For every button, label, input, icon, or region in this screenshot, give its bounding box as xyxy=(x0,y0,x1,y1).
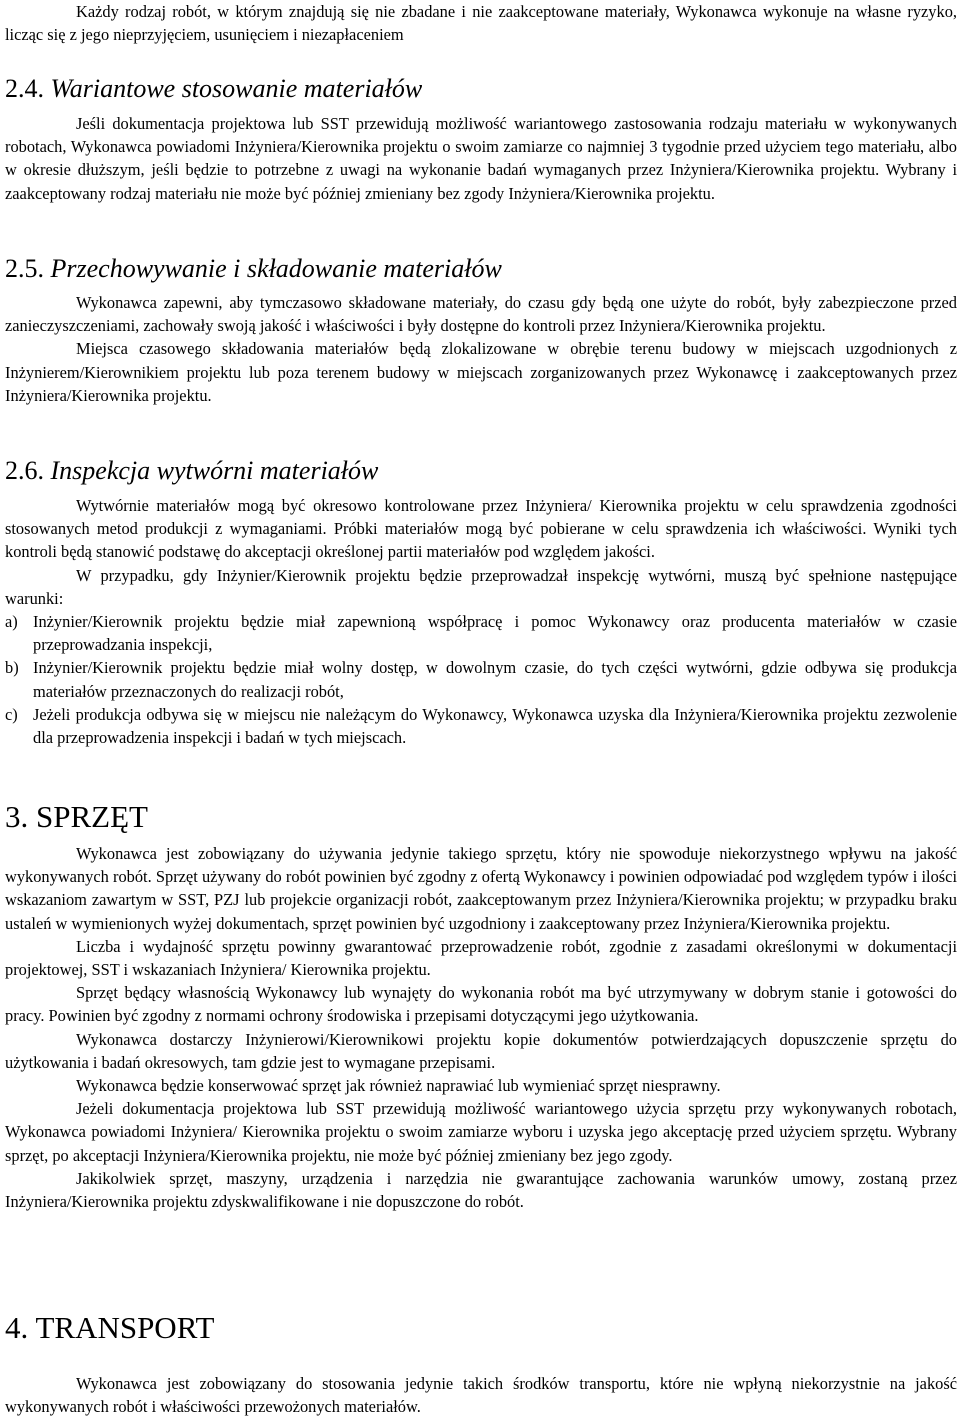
list-item xyxy=(5,703,957,749)
section-4-heading: 4. TRANSPORT xyxy=(5,1310,215,1345)
list-item-text: Jeżeli produkcja odbywa się w miejscu nie należącym do Wykonawcy, Wykonawca uzyska dla Inżyniera/Kierownika projektu zezwolenie dla przeprowadzenia inspekcji i badań w tych miejscach. xyxy=(33,704,957,748)
section-2-5-body xyxy=(5,291,957,407)
section-2-5-paragraph-2: Miejsca czasowego składowania materiałów będą zlokalizowane w obrębie terenu budowy w miejscach uzgodnionych z Inżynierem/Kierownikiem projektu lub poza terenem budowy w miejscach zorganizowanych przez Wykonawcę i zaakceptowanych przez Inżyniera/Kierownika projektu. xyxy=(5,339,957,405)
section-3-paragraph-7: Jakikolwiek sprzęt, maszyny, urządzenia i narzędzia nie gwarantujące zachowania warunków umowy, zostaną przez Inżyniera/Kierownika projektu zdyskwalifikowane i nie dopuszczone do robót. xyxy=(5,1168,957,1212)
section-3-paragraph-3: Sprzęt będący własnością Wykonawcy lub wynajęty do wykonania robót ma być utrzymywany w dobrym stanie i gotowości do pracy. Powinien być zgodny z normami ochrony środowiska i przepisami dotyczącymi jego użytkowania. xyxy=(5,983,957,1026)
list-marker: c) xyxy=(5,704,18,724)
section-3-heading: 3. SPRZĘT xyxy=(5,799,148,834)
section-title: Przechowywanie i składowanie materiałów xyxy=(50,254,502,283)
list-marker: b) xyxy=(5,658,19,678)
section-3-paragraph-6: Jeżeli dokumentacja projektowa lub SST przewidują możliwość wariantowego użycia sprzętu przy wykonywanych robotach, Wykonawca powiadomi Inżyniera/ Kierownika projektu o swoim zamiarze wyboru i uzyska jego akceptację przed użyciem sprzętu. Wybrany sprzęt, po akceptacji Inżyniera/Kierownika projektu, nie może być później zmieniany bez jego zgody. xyxy=(5,1099,957,1165)
list-item xyxy=(5,610,957,656)
section-title: Inspekcja wytwórni materiałów xyxy=(50,456,379,485)
section-3-paragraph-4: Wykonawca dostarczy Inżynierowi/Kierownikowi projektu kopie dokumentów potwierdzających dopuszczenie sprzętu do użytkowania i badań okresowych, tam gdzie jest to wymagane przepisami. xyxy=(5,1029,957,1072)
section-2-6-paragraph-1: Wytwórnie materiałów mogą być okresowo kontrolowane przez Inżyniera/ Kierownika projektu w celu sprawdzenia zgodności stosowanych metod produkcji z wymaganiami. Próbki materiałów mogą być pobierane w celu sprawdzenia ich właściwości. Wyniki tych kontroli będą stanowić podstawę do akceptacji określonej partii materiałów pod względem jakości. xyxy=(5,496,957,562)
section-4-paragraph: Wykonawca jest zobowiązany do stosowania jedynie takich środków transportu, które nie wpłyną niekorzystnie na jakość wykonywanych robót i właściwości przewożonych materiałów. xyxy=(5,1374,957,1417)
section-2-6-body xyxy=(5,494,957,749)
section-2-6-paragraph-2: W przypadku, gdy Inżynier/Kierownik projektu będzie przeprowadzał inspekcję wytwórni, muszą być spełnione następujące warunki: xyxy=(5,565,957,608)
section-2-6-heading xyxy=(5,456,378,486)
section-3-paragraph-2: Liczba i wydajność sprzętu powinny gwarantować przeprowadzenie robót, zgodnie z zasadami określonymi w dokumentacji projektowej, SST i wskazaniach Inżyniera/ Kierownika projektu. xyxy=(5,936,957,980)
list-item-text: Inżynier/Kierownik projektu będzie miał zapewnioną współpracę i pomoc Wykonawcy oraz producenta materiałów w czasie przeprowadzania inspekcji, xyxy=(33,612,957,655)
section-3-paragraph-5: Wykonawca będzie konserwować sprzęt jak również naprawiać lub wymieniać sprzęt niesprawny. xyxy=(76,1076,721,1096)
section-3-body xyxy=(5,842,957,1213)
section-2-4-paragraph: Jeśli dokumentacja projektowa lub SST przewidują możliwość wariantowego zastosowania rodzaju materiału w wykonywanych robotach, Wykonawca powiadomi Inżyniera/Kierownika projektu o swoim zamiarze co najmniej 3 tygodnie przed użyciem tego materiału, albo w okresie dłuższym, jeśli będzie to potrzebne z uwagi na wykonanie badań wymaganych przez Inżyniera/Kierownika projektu. Wybrany i zaakceptowany rodzaj materiału nie może być później zmieniany bez zgody Inżyniera/Kierownika projektu. xyxy=(5,114,957,203)
section-number: 2.5. xyxy=(5,254,44,283)
list-item-text: Inżynier/Kierownik projektu będzie miał wolny dostęp, w dowolnym czasie, do tych części wytwórni, gdzie odbywa się produkcja materiałów przeznaczonych do realizacji robót, xyxy=(33,658,957,701)
inspection-conditions-list xyxy=(5,610,957,749)
section-3-paragraph-1: Wykonawca jest zobowiązany do używania jedynie takiego sprzętu, który nie spowoduje niekorzystnego wpływu na jakość wykonywanych robót. Sprzęt używany do robót powinien być zgodny z ofertą Wykonawcy i powinien odpowiadać pod względem typów i ilości wskazaniom zawartym w SST, PZJ lub projekcie organizacji robót, zaakceptowanym przez Inżyniera/Kierownika projektu; w przypadku braku ustaleń w wymienionych wyżej dokumentach, sprzęt powinien być uzgodniony i zaakceptowany przez Inżyniera/Kierownika projektu. xyxy=(5,844,957,933)
section-number: 2.4. xyxy=(5,74,44,103)
section-2-4-heading xyxy=(5,74,422,104)
section-2-5-paragraph-1: Wykonawca zapewni, aby tymczasowo składowane materiały, do czasu gdy będą one użyte do robót, były zabezpieczone przed zanieczyszczeniami, zachowały swoją jakość i właściwości i były dostępne do kontroli przez Inżyniera/Kierownika projektu. xyxy=(5,293,957,336)
section-number: 2.6. xyxy=(5,456,44,485)
list-marker: a) xyxy=(5,612,18,632)
intro-paragraph: Każdy rodzaj robót, w którym znajdują się nie zbadane i nie zaakceptowane materiały, Wykonawca wykonuje na własne ryzyko, licząc się z jego nieprzyjęciem, usunięciem i niezapłaceniem xyxy=(5,2,957,45)
section-2-5-heading xyxy=(5,254,502,284)
section-title: Wariantowe stosowanie materiałów xyxy=(50,74,423,103)
list-item xyxy=(5,656,957,702)
